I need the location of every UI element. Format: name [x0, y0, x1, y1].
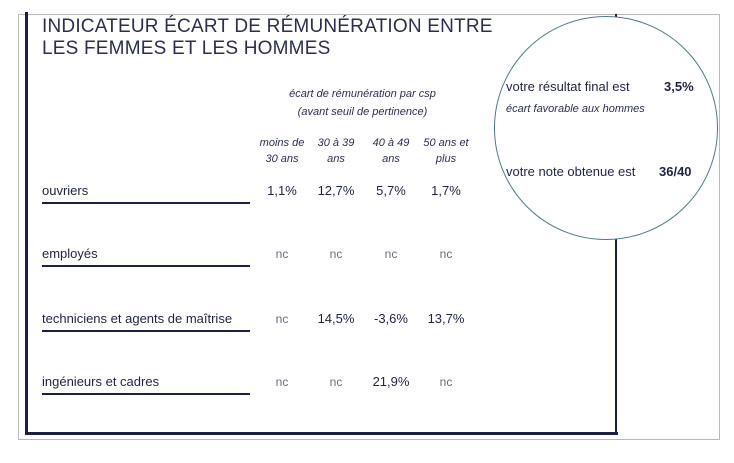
score-label: votre note obtenue est	[506, 164, 636, 179]
column-header-40-49	[363, 135, 419, 167]
column-header-under-30	[254, 135, 310, 167]
cell-ingenieurs-under-30: nc	[275, 375, 289, 389]
column-header-line: 50 ans et	[423, 137, 469, 149]
column-header-line: moins de	[259, 137, 305, 149]
score-value: 36/40	[659, 164, 692, 179]
cell-ouvriers-30-39: 12,7%	[317, 183, 355, 198]
row-underline	[42, 330, 250, 332]
cell-ouvriers-40-49: 5,7%	[376, 183, 406, 198]
panel-left-border	[25, 12, 28, 434]
row-underline	[42, 393, 250, 395]
panel-bottom-border	[25, 432, 618, 435]
cell-employes-under-30: nc	[275, 247, 289, 261]
cell-ingenieurs-30-39: nc	[329, 375, 343, 389]
row-label-employes: employés	[42, 246, 98, 261]
table-header	[255, 85, 470, 121]
final-result-value: 3,5%	[664, 79, 694, 94]
column-header-line: plus	[435, 153, 457, 165]
cell-techniciens-50-plus: 13,7%	[427, 311, 465, 326]
table-header-line-2: (avant seuil de pertinence)	[297, 106, 428, 118]
cell-ingenieurs-40-49: 21,9%	[372, 374, 410, 389]
cell-employes-30-39: nc	[329, 247, 343, 261]
cell-techniciens-30-39: 14,5%	[317, 311, 355, 326]
column-header-line: ans	[327, 153, 345, 165]
cell-techniciens-under-30: nc	[275, 312, 289, 326]
cell-ingenieurs-50-plus: nc	[439, 375, 453, 389]
row-underline	[42, 265, 250, 267]
cell-employes-40-49: nc	[384, 247, 398, 261]
table-header-line-1: écart de rémunération par csp	[289, 88, 436, 100]
row-underline	[42, 202, 250, 204]
title-line-1: INDICATEUR ÉCART DE RÉMUNÉRATION ENTRE	[42, 16, 493, 37]
result-circle	[494, 16, 718, 240]
row-label-ingenieurs: ingénieurs et cadres	[42, 374, 160, 389]
title-line-2: LES FEMMES ET LES HOMMES	[42, 38, 331, 59]
favorable-note: écart favorable aux hommes	[506, 103, 645, 115]
cell-ouvriers-50-plus: 1,7%	[431, 183, 461, 198]
cell-techniciens-40-49: -3,6%	[374, 311, 408, 326]
column-header-line: 30 ans	[265, 153, 299, 165]
column-header-line: 30 à 39	[317, 137, 355, 149]
cell-ouvriers-under-30: 1,1%	[267, 183, 297, 198]
column-header-30-39	[308, 135, 364, 167]
cell-employes-50-plus: nc	[439, 247, 453, 261]
final-result-label: votre résultat final est	[506, 79, 630, 94]
column-header-line: 40 à 49	[372, 137, 410, 149]
row-label-techniciens: techniciens et agents de maîtrise	[42, 311, 233, 326]
column-header-line: ans	[382, 153, 400, 165]
row-label-ouvriers: ouvriers	[42, 183, 89, 198]
page-title	[42, 16, 493, 60]
column-header-50-plus	[418, 135, 474, 167]
